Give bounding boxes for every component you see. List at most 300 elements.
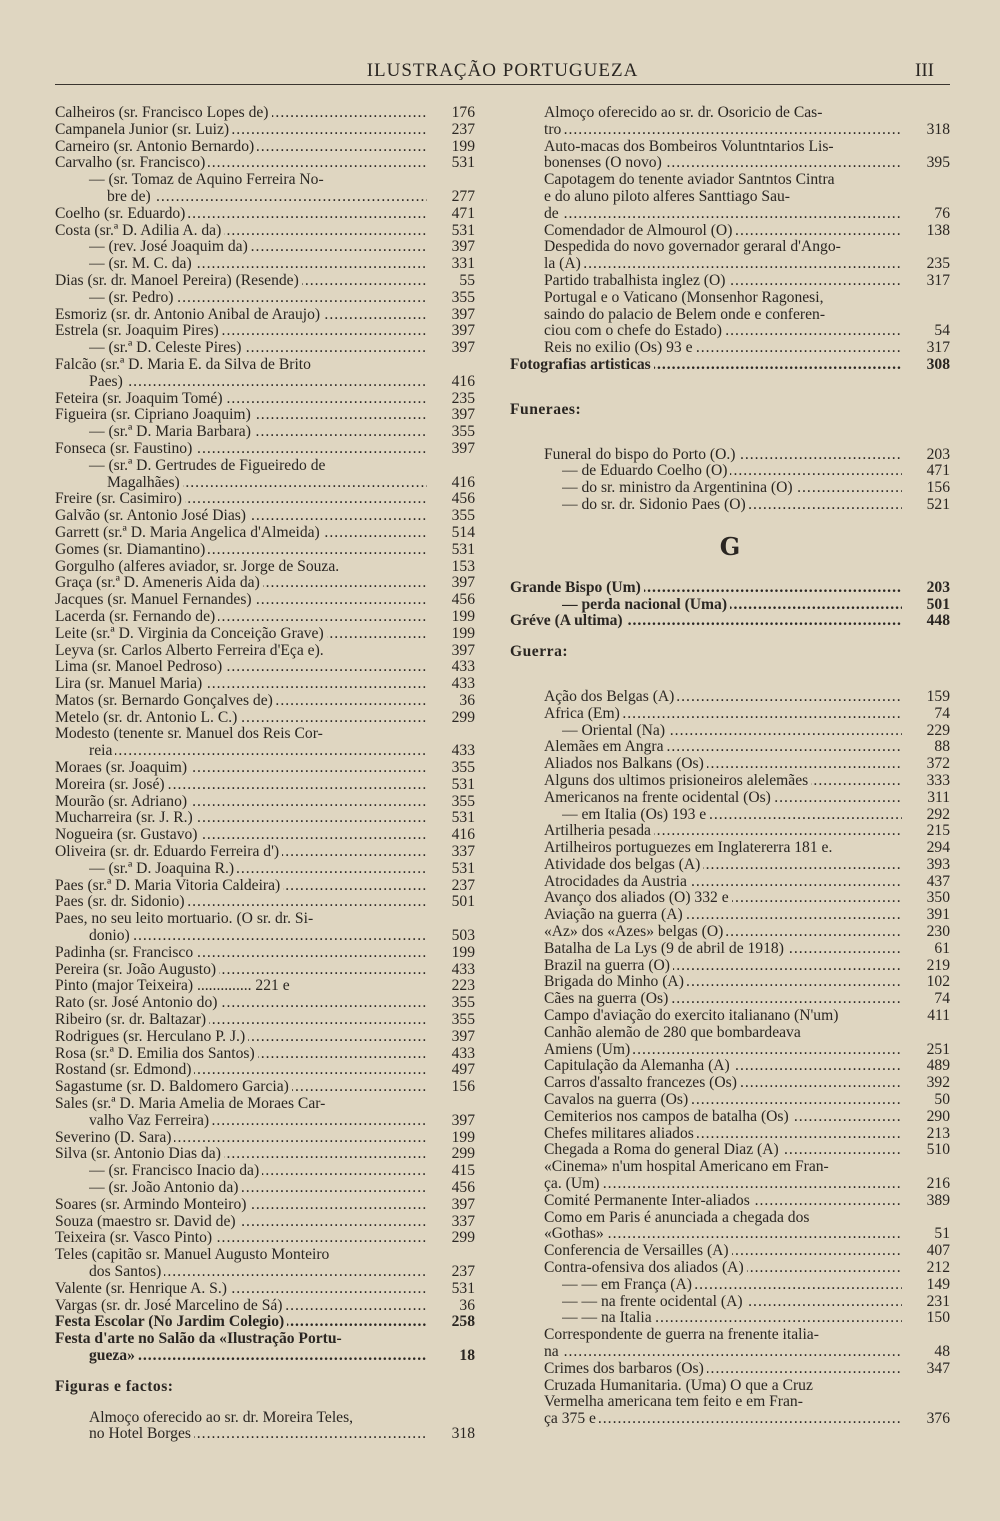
entry-text-leader — [544, 991, 950, 1008]
page-reference: 277 — [451, 187, 475, 205]
page-reference: 389 — [926, 1191, 950, 1209]
entry-text: — (sr. Pedro) — [89, 290, 176, 306]
entry-text: — — na Italia — [562, 1310, 655, 1326]
page-reference: 156 — [926, 479, 950, 497]
page-reference: 391 — [926, 906, 950, 924]
entry-text-leader — [89, 374, 475, 391]
entry-text-leader — [89, 743, 475, 760]
page-reference: 531 — [451, 1279, 475, 1297]
entry-text: Portugal e o Vaticano (Monsenhor Ragonesi, — [544, 288, 824, 306]
index-entry — [55, 978, 475, 995]
index-entry — [510, 840, 950, 857]
entry-text: tro — [544, 122, 564, 138]
entry-text: Amiens (Um) — [544, 1042, 633, 1058]
index-entry — [510, 139, 950, 156]
entry-text: Valente (sr. Henrique A. S.) — [55, 1281, 230, 1297]
entry-text-leader — [55, 1214, 475, 1231]
page-reference: 251 — [926, 1040, 950, 1058]
page-reference: 149 — [926, 1275, 950, 1293]
entry-text: bonenses (O novo) — [544, 155, 665, 171]
entry-text: Aliados nos Balkans (Os) — [544, 756, 707, 772]
index-entry — [510, 974, 950, 991]
entry-text: — (sr. M. C. da) — [89, 256, 195, 272]
index-entry — [510, 1075, 950, 1092]
index-entry — [55, 1214, 475, 1231]
entry-text-leader — [544, 924, 950, 941]
index-entry — [55, 743, 475, 760]
index-entry — [55, 491, 475, 508]
section-heading: Funeraes: — [510, 400, 582, 418]
page-reference: 521 — [926, 495, 950, 513]
page-reference: 308 — [926, 355, 950, 373]
page-reference: 510 — [926, 1141, 950, 1159]
entry-text-leader — [544, 1058, 950, 1075]
index-entry — [55, 1146, 475, 1163]
entry-text: — em Italia (Os) 193 e — [562, 807, 709, 823]
index-entry — [55, 1046, 475, 1063]
entry-text-leader — [55, 206, 475, 223]
page-reference: 433 — [451, 675, 475, 693]
page-reference: 317 — [926, 271, 950, 289]
entry-text: e do aluno piloto alferes Santtiago Sau- — [544, 187, 790, 205]
page-reference: 317 — [926, 339, 950, 357]
page-reference: 213 — [926, 1124, 950, 1142]
entry-text: Carneiro (sr. Antonio Bernardo) — [55, 139, 257, 155]
page-reference: 407 — [926, 1242, 950, 1260]
index-entry — [55, 1426, 475, 1443]
entry-text: Almoço oferecido ao sr. dr. Moreira Teles, — [89, 1408, 354, 1426]
entry-text: donio) — [89, 928, 133, 944]
entry-text-leader — [544, 974, 950, 991]
entry-text: «Az» dos «Azes» belgas (O) — [544, 924, 726, 940]
index-entry — [55, 407, 475, 424]
entry-text: Batalha de La Lys (9 de abril de 1918) — [544, 941, 787, 957]
entry-text: Festa Escolar (No Jardim Colegio) — [55, 1314, 287, 1330]
page-reference: 433 — [451, 1044, 475, 1062]
page-reference: 433 — [451, 658, 475, 676]
entry-text: «Cinema» n'um hospital Americano em Fran- — [544, 1158, 829, 1176]
index-entry — [55, 911, 475, 928]
entry-text: Aviação na guerra (A) — [544, 907, 686, 923]
index-entry — [55, 1163, 475, 1180]
entry-text: Cruzada Humanitaria. (Uma) O que a Cruz — [544, 1376, 813, 1394]
page-reference: 36 — [459, 1296, 475, 1314]
index-entry — [510, 1226, 950, 1243]
index-entry — [55, 1012, 475, 1029]
index-entry — [55, 575, 475, 592]
page-reference: 514 — [451, 523, 475, 541]
index-entry — [55, 827, 475, 844]
entry-text: valho Vaz Ferreira) — [89, 1113, 212, 1129]
page-reference: 235 — [926, 255, 950, 273]
index-entry — [55, 172, 475, 189]
entry-text: Nogueira (sr. Gustavo) — [55, 827, 200, 843]
page-reference: 376 — [926, 1410, 950, 1428]
page-number: III — [915, 60, 934, 81]
entry-text: Capitulação da Alemanha (A) — [544, 1058, 733, 1074]
entry-text: Artilheiros portuguezes em Inglatererra 181 e. — [544, 839, 833, 857]
page-reference: 55 — [459, 271, 475, 289]
index-entry — [510, 890, 950, 907]
entry-text: — Oriental (Na) — [562, 723, 668, 739]
index-entry — [55, 1180, 475, 1197]
entry-text: Avanço dos aliados (O) 332 e — [544, 890, 732, 906]
entry-text-leader — [55, 491, 475, 508]
page-reference: 333 — [926, 771, 950, 789]
entry-text-leader — [55, 626, 475, 643]
entry-text: Estrela (sr. Joaquim Pires) — [55, 323, 222, 339]
entry-text: Lacerda (sr. Fernando de) — [55, 609, 218, 625]
page-reference: 416 — [451, 372, 475, 390]
entry-text: Fonseca (sr. Faustino) — [55, 441, 195, 457]
page-reference: 294 — [926, 839, 950, 857]
page-reference: 497 — [451, 1061, 475, 1079]
entry-text-leader — [55, 710, 475, 727]
index-entry — [510, 874, 950, 891]
entry-text: Modesto (tenente sr. Manuel dos Reis Cor- — [55, 725, 323, 743]
page-reference: 416 — [451, 473, 475, 491]
entry-text: Canhão alemão de 280 que bombardeava — [544, 1023, 801, 1041]
entry-text-leader — [544, 122, 950, 139]
entry-text: Paes (sr. dr. Sidonio) — [55, 894, 188, 910]
page-reference: 433 — [451, 960, 475, 978]
page-reference: 337 — [451, 843, 475, 861]
entry-text-leader — [544, 1176, 950, 1193]
index-entry — [55, 508, 475, 525]
page-reference: 74 — [934, 990, 950, 1008]
index-entry — [510, 790, 950, 807]
index-entry — [55, 1079, 475, 1096]
entry-text-leader — [89, 1348, 475, 1365]
entry-text-leader — [55, 760, 475, 777]
entry-text: Reis no exilio (Os) 93 e — [544, 340, 696, 356]
entry-text: Silva (sr. Antonio Dias da) — [55, 1146, 224, 1162]
entry-text-leader — [544, 1109, 950, 1126]
spacer — [510, 374, 950, 388]
entry-text: Gomes (sr. Diamantino) — [55, 542, 208, 558]
index-entry — [55, 794, 475, 811]
entry-text: Correspondente de guerra na frenente italia- — [544, 1326, 819, 1344]
index-entry — [510, 1092, 950, 1109]
entry-text-leader — [55, 1146, 475, 1163]
entry-text: Rodrigues (sr. Herculano P. J.) — [55, 1029, 248, 1045]
entry-text: Artilheria pesada — [544, 823, 654, 839]
index-entry — [510, 1176, 950, 1193]
entry-text-leader — [544, 1193, 950, 1210]
entry-text: Cemiterios nos campos de batalha (Os) — [544, 1109, 792, 1125]
page-reference: 292 — [926, 805, 950, 823]
page-header — [55, 60, 950, 85]
index-entry — [510, 907, 950, 924]
entry-text-leader — [510, 613, 950, 630]
entry-text-leader — [544, 874, 950, 891]
entry-text-leader — [89, 1180, 475, 1197]
page-reference: 138 — [926, 221, 950, 239]
entry-text: Fotografias artisticas — [510, 357, 654, 373]
index-entry — [510, 1025, 950, 1042]
index-entry — [55, 1096, 475, 1113]
entry-text: Metelo (sr. dr. Antonio L. C.) — [55, 710, 240, 726]
index-entry — [55, 357, 475, 374]
entry-text-leader — [544, 907, 950, 924]
entry-text-leader — [107, 475, 475, 492]
page-reference: 199 — [451, 1128, 475, 1146]
index-entry — [55, 206, 475, 223]
entry-text: Paes, no seu leito mortuario. (O sr. dr. Si- — [55, 910, 314, 928]
entry-text: Graça (sr.ª D. Ameneris Aida da) — [55, 575, 263, 591]
index-entry — [55, 542, 475, 559]
entry-text: — do sr. ministro da Argentinina (O) — [562, 480, 796, 496]
index-entry — [510, 1159, 950, 1176]
page-reference: 203 — [926, 578, 950, 596]
entry-text-leader — [55, 307, 475, 324]
index-entry — [55, 844, 475, 861]
entry-text-leader — [562, 480, 950, 497]
entry-text-leader — [544, 890, 950, 907]
page-reference: 237 — [451, 876, 475, 894]
entry-text: de — [544, 206, 562, 222]
index-entry — [55, 374, 475, 391]
entry-text: Feteira (sr. Joaquim Tomé) — [55, 391, 226, 407]
entry-text-leader — [510, 357, 950, 374]
entry-text-leader — [89, 928, 475, 945]
index-entry — [510, 256, 950, 273]
page-reference: 50 — [934, 1091, 950, 1109]
page-reference: 471 — [451, 204, 475, 222]
page-reference: 531 — [451, 154, 475, 172]
page-reference: 350 — [926, 889, 950, 907]
index-entry — [55, 760, 475, 777]
index-entry — [55, 256, 475, 273]
entry-text: Alemães em Angra — [544, 739, 667, 755]
index-entry — [510, 480, 950, 497]
page-reference: 159 — [926, 687, 950, 705]
page-reference: 397 — [451, 1195, 475, 1213]
index-entry — [510, 924, 950, 941]
page-reference: 156 — [451, 1078, 475, 1096]
index-entry — [55, 1130, 475, 1147]
index-entry — [510, 105, 950, 122]
entry-text-leader — [544, 958, 950, 975]
entry-text: Atrocidades da Austria — [544, 874, 690, 890]
index-column-left — [55, 105, 475, 1443]
entry-text: Dias (sr. dr. Manoel Pereira) (Resende) — [55, 273, 302, 289]
entry-text: — do sr. dr. Sidonio Paes (O) — [562, 497, 749, 513]
entry-text-leader — [89, 424, 475, 441]
index-entry — [55, 643, 475, 660]
index-entry — [510, 1260, 950, 1277]
entry-text: — (sr.ª D. Celeste Pires) — [89, 340, 244, 356]
index-entry — [55, 475, 475, 492]
entry-text: Vargas (sr. dr. José Marcelino de Sá) — [55, 1298, 286, 1314]
entry-text: Mucharreira (sr. J. R.) — [55, 810, 196, 826]
page-reference: 54 — [934, 322, 950, 340]
index-entry — [510, 580, 950, 597]
index-entry — [55, 777, 475, 794]
entry-text: reia — [89, 743, 115, 759]
index-entry — [510, 1294, 950, 1311]
entry-text-leader — [55, 525, 475, 542]
index-entry — [55, 693, 475, 710]
index-entry — [510, 597, 950, 614]
spacer — [510, 661, 950, 675]
entry-text-leader — [544, 823, 950, 840]
page-reference: 531 — [451, 859, 475, 877]
entry-text: — (sr.ª D. Gertrudes de Figueiredo de — [89, 456, 326, 474]
entry-text: Vermelha americana tem feito e em Fran- — [544, 1393, 803, 1411]
entry-text: Campo d'aviação do exercito italianano (N'um) — [544, 1007, 839, 1025]
page-reference: 337 — [451, 1212, 475, 1230]
entry-text: Cães na guerra (Os) — [544, 991, 671, 1007]
index-entry — [510, 357, 950, 374]
page-reference: 258 — [451, 1313, 475, 1331]
entry-text-leader — [562, 807, 950, 824]
entry-text-leader — [55, 1079, 475, 1096]
page-reference: 74 — [934, 704, 950, 722]
index-entry — [510, 206, 950, 223]
entry-text: Galvão (sr. Antonio José Dias) — [55, 508, 249, 524]
entry-text: Conferencia de Versailles (A) — [544, 1243, 732, 1259]
entry-text: Alguns dos ultimos prisioneiros alelemães — [544, 773, 811, 789]
index-entry — [510, 1210, 950, 1227]
index-entry — [55, 592, 475, 609]
page-reference: 215 — [926, 822, 950, 840]
index-entry — [510, 172, 950, 189]
entry-text-leader — [55, 945, 475, 962]
entry-text: Despedida do novo governador geraral d'Ango- — [544, 238, 841, 256]
entry-text: Oliveira (sr. dr. Eduardo Ferreira d') — [55, 844, 282, 860]
index-entry — [55, 155, 475, 172]
index-entry — [510, 1344, 950, 1361]
index-entry — [510, 941, 950, 958]
page-reference: 456 — [451, 490, 475, 508]
entry-text: Carros d'assalto francezes (Os) — [544, 1075, 740, 1091]
page-reference: 237 — [451, 1262, 475, 1280]
entry-text-leader — [55, 575, 475, 592]
page-reference: 433 — [451, 742, 475, 760]
entry-text-leader — [55, 592, 475, 609]
page-reference: 531 — [451, 775, 475, 793]
entry-text: Sales (sr.ª D. Maria Amelia de Moraes Car- — [55, 1095, 326, 1113]
index-entry — [55, 861, 475, 878]
index-entry — [510, 1109, 950, 1126]
entry-text-leader — [544, 941, 950, 958]
entry-text: Africa (Em) — [544, 706, 623, 722]
spacer — [55, 1396, 475, 1410]
index-entry — [510, 1126, 950, 1143]
page-reference: 290 — [926, 1107, 950, 1125]
page-reference: 392 — [926, 1074, 950, 1092]
index-entry — [510, 223, 950, 240]
index-entry — [55, 1230, 475, 1247]
index-entry — [510, 1042, 950, 1059]
page-reference: 456 — [451, 591, 475, 609]
entry-text: — (sr.ª D. Joaquina R.) — [89, 861, 237, 877]
entry-text-leader — [55, 391, 475, 408]
index-entry — [510, 307, 950, 324]
entry-text: Gorgulho (alferes aviador, sr. Jorge de Souza. — [55, 557, 340, 575]
entry-text: Carvalho (sr. Francisco) — [55, 155, 208, 171]
entry-text: Brazil na guerra (O) — [544, 958, 673, 974]
index-entry — [55, 223, 475, 240]
entry-text: — — em França (A) — [562, 1277, 695, 1293]
index-entry — [55, 1247, 475, 1264]
index-entry — [55, 139, 475, 156]
index-entry — [55, 659, 475, 676]
index-entry — [510, 323, 950, 340]
entry-text: Paes) — [89, 374, 126, 390]
page-reference: 355 — [451, 288, 475, 306]
index-entry — [55, 340, 475, 357]
entry-text: Comendador de Almourol (O) — [544, 223, 735, 239]
entry-text: Sagastume (sr. D. Baldomero Garcia) — [55, 1079, 292, 1095]
page-reference: 415 — [451, 1162, 475, 1180]
page-reference: 397 — [451, 339, 475, 357]
page-reference: 393 — [926, 855, 950, 873]
page-reference: 150 — [926, 1309, 950, 1327]
entry-text-leader — [89, 1264, 475, 1281]
entry-text-leader — [544, 1142, 950, 1159]
entry-text-leader — [89, 340, 475, 357]
page-reference: 397 — [451, 1027, 475, 1045]
page-reference: 397 — [451, 574, 475, 592]
entry-text-leader — [107, 189, 475, 206]
index-entry — [510, 807, 950, 824]
entry-text-leader — [55, 810, 475, 827]
page-reference: 355 — [451, 792, 475, 810]
spacer — [510, 630, 950, 644]
entry-text: Atividade dos belgas (A) — [544, 857, 703, 873]
page-reference: 355 — [451, 507, 475, 525]
entry-text: ciou com o chefe do Estado) — [544, 323, 725, 339]
entry-text: bre de) — [107, 189, 154, 205]
entry-text: — (sr. João Antonio da) — [89, 1180, 241, 1196]
entry-text: Soares (sr. Armindo Monteiro) — [55, 1197, 249, 1213]
entry-text: Pinto (major Teixeira) .............. 221 e — [55, 977, 290, 995]
index-entry — [55, 441, 475, 458]
entry-text-leader — [544, 1411, 950, 1428]
index-entry — [510, 958, 950, 975]
entry-text: Gréve (A ultima) — [510, 613, 626, 629]
index-entry — [510, 857, 950, 874]
page-reference: 216 — [926, 1175, 950, 1193]
page-reference: 61 — [934, 939, 950, 957]
index-entry — [510, 463, 950, 480]
page-reference: 331 — [451, 255, 475, 273]
index-entry — [510, 273, 950, 290]
entry-text: Campanela Junior (sr. Luiz) — [55, 122, 232, 138]
index-entry — [55, 626, 475, 643]
page-reference: 397 — [451, 1111, 475, 1129]
page-reference: 88 — [934, 738, 950, 756]
entry-text-leader — [89, 1113, 475, 1130]
entry-text-leader — [544, 155, 950, 172]
index-entry — [510, 823, 950, 840]
index-entry — [510, 756, 950, 773]
entry-text: Costa (sr.ª D. Adilia A. da) — [55, 223, 224, 239]
entry-text-leader — [55, 122, 475, 139]
index-entry — [55, 1029, 475, 1046]
index-entry — [510, 1142, 950, 1159]
index-entry — [510, 1058, 950, 1075]
entry-text: Capotagem do tenente aviador Santntos Cintra — [544, 171, 835, 189]
index-entry — [510, 1361, 950, 1378]
entry-text: Lima (sr. Manoel Pedroso) — [55, 659, 225, 675]
page-reference: 299 — [451, 1145, 475, 1163]
entry-text-leader — [55, 139, 475, 156]
entry-text-leader — [55, 323, 475, 340]
page-reference: 355 — [451, 994, 475, 1012]
